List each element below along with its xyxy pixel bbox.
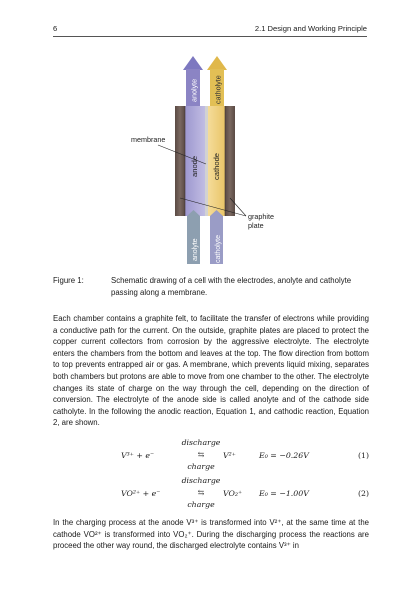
equation-2-rhs: VO₂⁺ [223, 489, 243, 498]
equation-1-equilibrium-arrow: ⇆ [197, 450, 205, 459]
equation-1-charge-label: charge [187, 462, 215, 471]
right-graphite-plate [225, 106, 235, 216]
membrane [205, 106, 208, 216]
equation-2-potential: E₀ = −1.00V [259, 489, 309, 498]
equation-2 [53, 474, 369, 516]
membrane-label: membrane [131, 135, 166, 144]
anode-label: anode [190, 155, 199, 177]
graphite-plate-label: graphite plate [248, 212, 274, 230]
anolyte-top-label: anolyte [189, 78, 199, 102]
section-title: 2.1 Design and Working Principle [254, 24, 367, 33]
left-graphite-plate [175, 106, 185, 216]
equation-1 [53, 436, 369, 478]
equation-2-charge-label: charge [187, 500, 215, 509]
anolyte-bottom-label: anolyte [192, 238, 199, 261]
equation-1-number: (1) [357, 451, 369, 460]
equation-2-discharge-label: discharge [181, 476, 221, 485]
equation-1-lhs: V³⁺ + e⁻ [121, 451, 155, 460]
equation-2-equilibrium-arrow: ⇆ [197, 488, 205, 497]
catholyte-top-label: catholyte [213, 75, 223, 104]
equation-2-lhs: VO²⁺ + e⁻ [121, 489, 161, 498]
body-paragraph-2: In the charging process at the anode V³⁺ is transformed into V²⁺, at the same time at the cathode VO²⁺ is transformed into VO₂⁺. During the discharging process the reactions are proceed the other way round, the discharged electrolyte contains V³⁺ in [53, 518, 369, 551]
page-number: 6 [53, 24, 58, 33]
equation-1-potential: E₀ = −0.26V [259, 451, 309, 460]
equation-1-rhs: V²⁺ [223, 451, 236, 460]
equation-1-discharge-label: discharge [181, 438, 221, 447]
body-paragraph-1: Each chamber contains a graphite felt, to facilitate the transfer of electrons while providing a conductive path for the current. On the outside, graphite plates are placed to protect the copper current collectors from corrosion by the aggressive electrolyte. The electrolyte enters the chambers from the bottom and leaves at the top. The flow direction from bottom to top prevents entrapped air or gas. A membrane, which prevents liquid mixing, separates both chambers but protons are able to move from one chamber to the other. The electrolyte changes its state of charge on the way through the cell, depending on the direction of conversion. The electrolyte of the anode side is called anolyte and of the cathode side catholyte. In the following the anodic reaction, Equation 1, and cathodic reaction, Equation 2, are shown. [53, 314, 369, 428]
equation-2-number: (2) [357, 489, 369, 498]
cell-schematic-figure [120, 54, 300, 266]
figure-caption-text: Schematic drawing of a cell with the electrodes, anolyte and catholyte passing along a membrane. [111, 276, 352, 297]
cathode-label: cathode [212, 152, 221, 180]
figure-caption-label: Figure 1: [53, 276, 84, 285]
catholyte-bottom-label: catholyte [215, 234, 222, 263]
running-header [53, 22, 367, 37]
